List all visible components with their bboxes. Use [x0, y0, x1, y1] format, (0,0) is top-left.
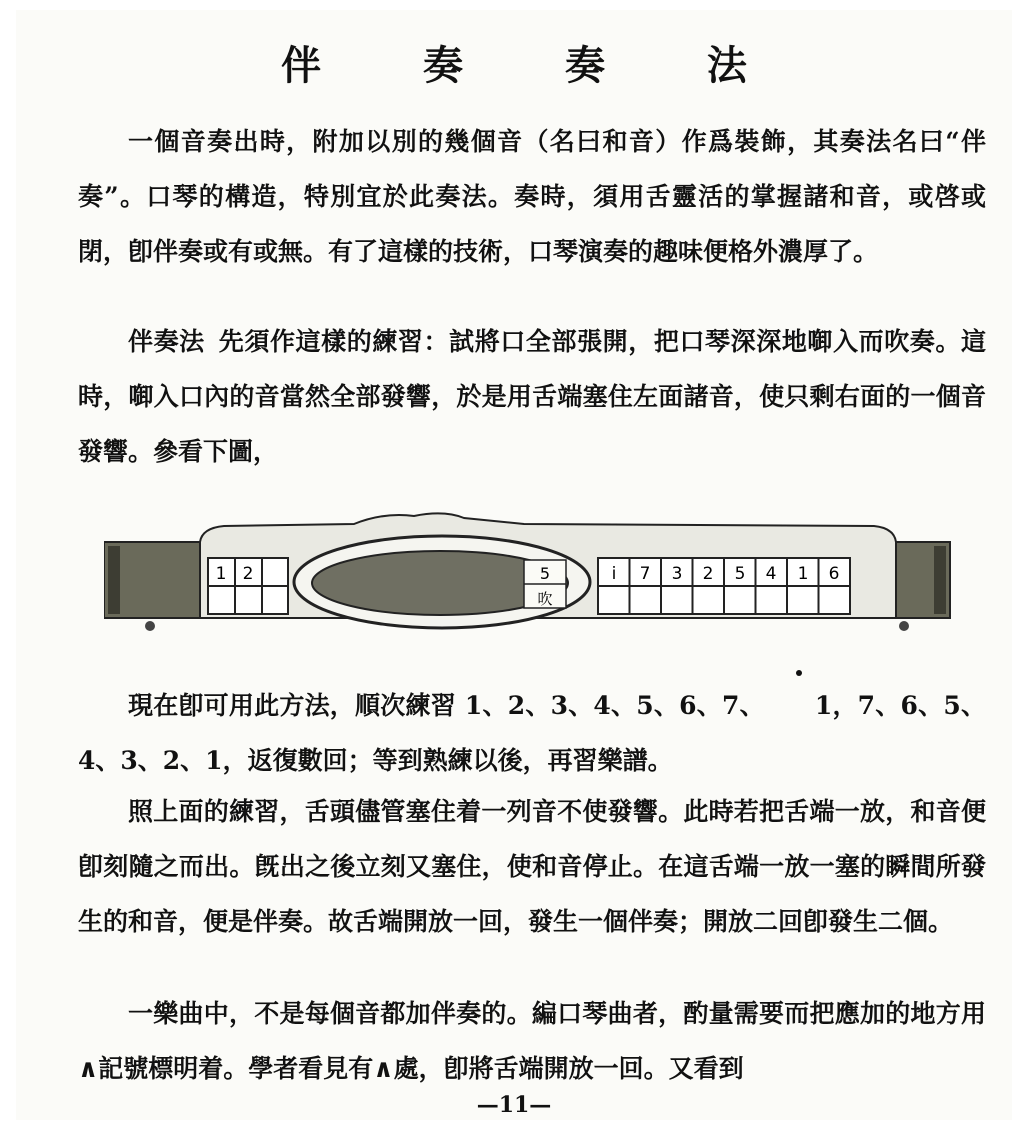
- right-cell-3: 3: [671, 564, 683, 584]
- paragraph-3-end: ，7、6、5、4、3、2、1，返復數回；等到熟練以後，再習樂譜。: [78, 691, 986, 775]
- right-cell-8: 6: [828, 564, 840, 584]
- screw-right: [899, 621, 909, 631]
- right-cell-5: 5: [734, 564, 746, 584]
- paragraph-2-lead: 伴奏法: [128, 327, 205, 356]
- hole-5-label: 5: [539, 564, 551, 583]
- paragraph-2-body: 先須作這樣的練習：試將口全部張開，把口琴深深地啣入而吹奏。這時，啣入口內的音當然全部發響，於是用舌端塞住左面諸音，使只剩右面的一個音發響。參看下圖，: [78, 327, 986, 466]
- harmonica-end-right: [934, 546, 946, 614]
- paragraph-3-start: 現在卽可用此方法，順次練習 1、2、3、4、5、6、7、: [128, 691, 765, 720]
- harmonica-end-left: [108, 546, 120, 614]
- harmonica-diagram: [104, 508, 964, 638]
- left-cell-1: 1: [215, 564, 227, 584]
- paragraph-5: 一樂曲中，不是每個音都加伴奏的。編口琴曲者，酌量需要而把應加的地方用∧記號標明着。學者看見有∧處，卽將舌端開放一回。又看到: [78, 999, 986, 1083]
- paragraph-1: 一個音奏出時，附加以別的幾個音（名曰和音）作爲裝飾，其奏法名曰“伴奏”。口琴的構造，特別宜於此奏法。奏時，須用舌靈活的掌握諸和音，或啓或閉，卽伴奏或有或無。有了這樣的技術，口琴演奏的趣味便格外濃厚了。: [78, 127, 986, 266]
- page-number: —11—: [476, 1092, 552, 1118]
- right-cell-6: 4: [765, 564, 777, 584]
- book-page: [16, 10, 1012, 1120]
- right-cell-4: 2: [702, 564, 714, 584]
- page-title: 伴 奏 奏 法: [281, 42, 791, 89]
- left-cell-2: 2: [242, 564, 254, 584]
- right-cell-7: 1: [797, 564, 809, 584]
- paragraph-4: 照上面的練習，舌頭儘管塞住着一列音不使發響。此時若把舌端一放，和音便卽刻隨之而出。旣出之後立刻又塞住，使和音停止。在這舌端一放一塞的瞬間所發生的和音，便是伴奏。故舌端開放一回，發生一個伴奏；開放二回卽發生二個。: [78, 797, 986, 936]
- paragraph-2: [78, 314, 986, 479]
- paragraph-3: [78, 678, 986, 788]
- right-cell-2: 7: [639, 564, 651, 584]
- high-one-note: 1: [765, 678, 832, 733]
- screw-left: [145, 621, 155, 631]
- right-cell-1: i: [611, 564, 617, 584]
- blow-label: 吹: [537, 590, 553, 608]
